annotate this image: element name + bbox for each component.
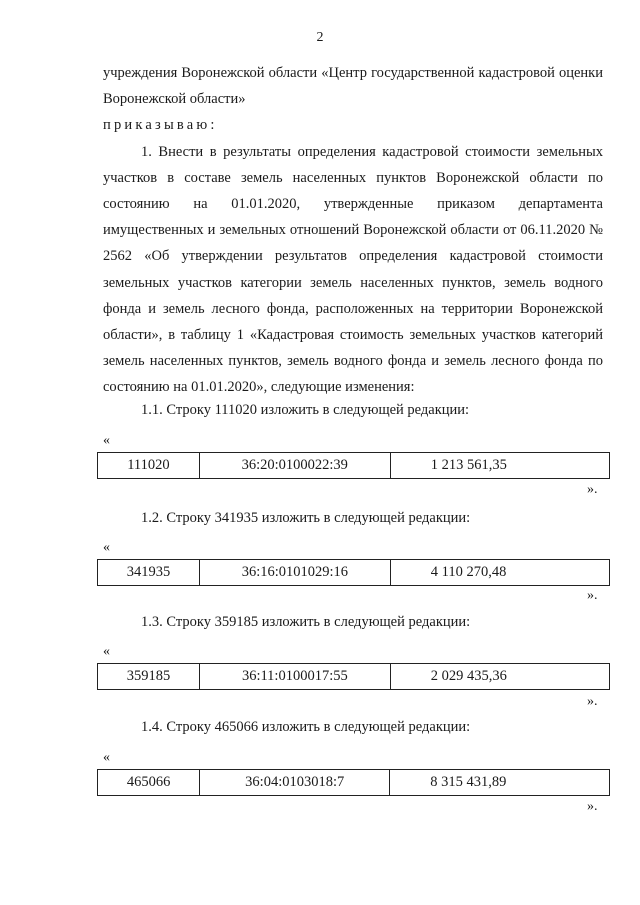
cadastral-value-cell: 1 213 561,35 [390, 453, 609, 479]
close-quote: ». [587, 588, 598, 603]
close-quote: ». [587, 799, 598, 814]
table-row [98, 664, 610, 690]
amendment-heading: 1.4. Строку 465066 изложить в следующей редакции: [141, 719, 471, 735]
amendment-table [97, 559, 610, 586]
row-number-cell: 465066 [98, 770, 200, 796]
row-number-cell: 341935 [98, 560, 200, 586]
paragraph-institution: учреждения Воронежской области «Центр государственной кадастровой оценки Воронежской области» [103, 65, 603, 108]
cadastral-number-cell: 36:20:0100022:39 [199, 453, 390, 479]
cadastral-number-cell: 36:16:0101029:16 [199, 560, 390, 586]
row-number-cell: 111020 [98, 453, 200, 479]
order-word: приказываю: [103, 117, 218, 134]
amendment-heading: 1.2. Строку 341935 изложить в следующей редакции: [141, 510, 471, 526]
open-quote: « [103, 750, 110, 765]
table-row [98, 453, 610, 479]
open-quote: « [103, 644, 110, 659]
row-number-cell: 359185 [98, 664, 200, 690]
body-text [103, 60, 603, 401]
cadastral-number-cell: 36:11:0100017:55 [199, 664, 390, 690]
amendment-table [97, 452, 610, 479]
close-quote: ». [587, 694, 598, 709]
open-quote: « [103, 433, 110, 448]
open-quote: « [103, 540, 110, 555]
table-row [98, 770, 610, 796]
cadastral-value-cell: 8 315 431,89 [390, 770, 610, 796]
cadastral-value-cell: 2 029 435,36 [390, 664, 609, 690]
amendment-heading: 1.1. Строку 111020 изложить в следующей редакции: [141, 402, 470, 418]
table-row [98, 560, 610, 586]
close-quote: ». [587, 482, 598, 497]
amendment-heading: 1.3. Строку 359185 изложить в следующей редакции: [141, 614, 471, 630]
amendment-table [97, 663, 610, 690]
page-number: 2 [316, 30, 324, 45]
cadastral-number-cell: 36:04:0103018:7 [200, 770, 390, 796]
amendment-table [97, 769, 610, 796]
paragraph-main: 1. Внести в результаты определения кадастровой стоимости земельных участков в составе земель населенных пунктов Воронежской области по состоянию на 01.01.2020, утвержденные приказом департамента имущественных и земельных отношений Воронежской области от 06.11.2020 № 2562 «Об утверждении результатов определения кадастровой стоимости земельных участков категории земель населенных пунктов, земель водного фонда и земель лесного фонда, расположенных на территории Воронежской области», в таблицу 1 «Кадастровая стоимость земельных участков категорий земель населенных пунктов, земель водного фонда и земель лесного фонда по состоянию на 01.01.2020», следующие изменения: [103, 143, 603, 396]
cadastral-value-cell: 4 110 270,48 [390, 560, 609, 586]
